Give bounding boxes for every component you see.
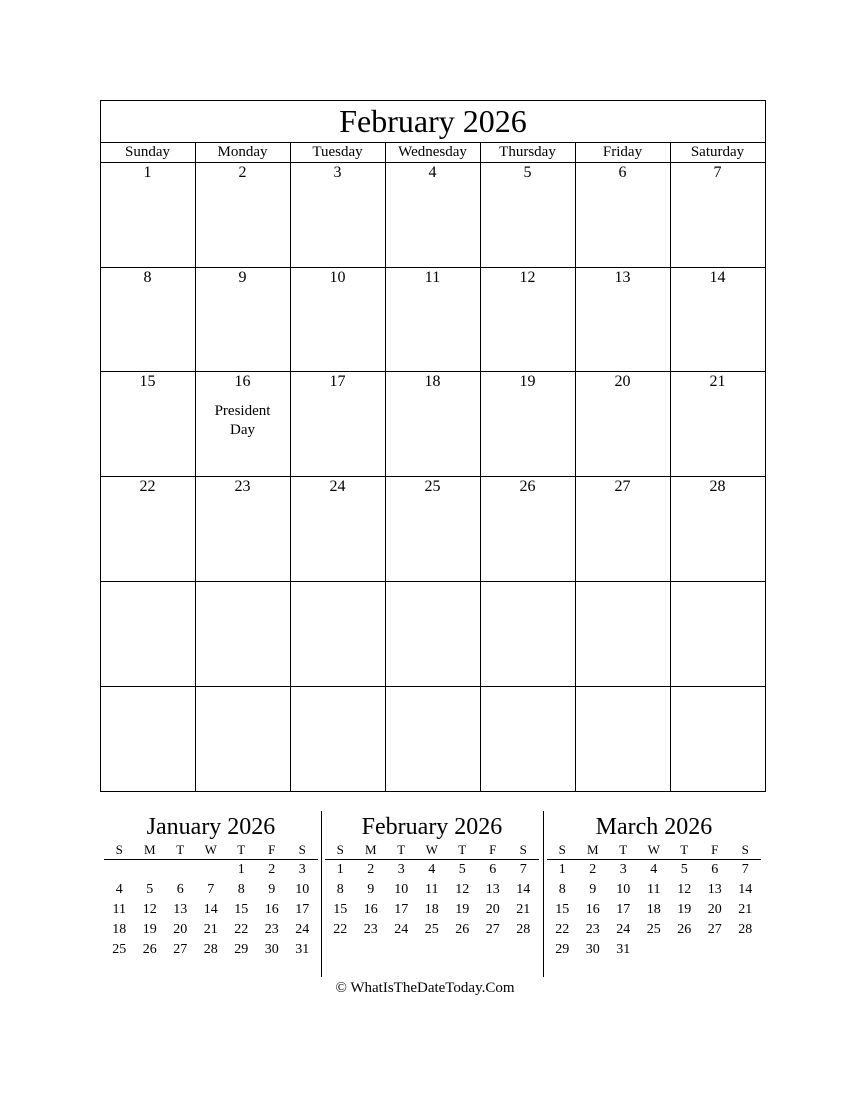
mini-day-number: 12 (142, 902, 157, 917)
mini-day-number: 31 (616, 942, 631, 957)
day-cell (480, 476, 575, 580)
mini-week-row (547, 880, 761, 900)
mini-day-number: 9 (367, 882, 375, 897)
day-cell (290, 581, 385, 685)
mini-day-number: 20 (485, 902, 500, 917)
mini-week-row (104, 900, 318, 920)
mini-day-number: 22 (234, 922, 249, 937)
mini-weekday-letter: S (741, 842, 749, 857)
mini-day-number: 4 (650, 862, 658, 877)
day-number: 13 (614, 268, 631, 286)
mini-day-number: 16 (585, 902, 600, 917)
mini-day-number: 10 (616, 882, 631, 897)
weekday-label-wednesday: Wednesday (398, 144, 467, 160)
day-cell (575, 476, 670, 580)
weekday-label-sunday: Sunday (125, 144, 170, 160)
mini-day-number: 30 (264, 942, 279, 957)
mini-day-number: 24 (394, 922, 409, 937)
day-cell (290, 476, 385, 580)
day-number: 25 (424, 478, 441, 496)
day-number: 6 (618, 164, 627, 181)
mini-day-number: 5 (458, 862, 466, 877)
mini-day-number: 18 (424, 902, 439, 917)
mini-weekday-header (325, 842, 539, 860)
mini-day-number: 18 (112, 922, 127, 937)
main-calendar (100, 100, 766, 792)
mini-day-number: 16 (363, 902, 378, 917)
day-number: 15 (139, 373, 156, 391)
mini-day-number: 1 (336, 862, 344, 877)
day-cell (385, 476, 480, 580)
day-number: 4 (428, 164, 437, 181)
mini-weekday-letter: S (115, 842, 123, 857)
mini-day-number: 13 (173, 902, 188, 917)
day-cell (195, 581, 290, 685)
day-cell (670, 476, 765, 580)
day-number: 5 (523, 164, 532, 181)
mini-day-number (730, 940, 761, 960)
day-number: 21 (709, 373, 726, 391)
mini-calendar-title: February 2026 (361, 814, 503, 840)
day-cell (480, 686, 575, 790)
mini-day-number: 28 (203, 942, 218, 957)
mini-day-number: 18 (646, 902, 661, 917)
mini-week-row (325, 900, 539, 920)
mini-day-number (104, 860, 135, 880)
mini-day-number (639, 940, 670, 960)
day-cell (385, 581, 480, 685)
calendar-title: February 2026 (339, 103, 527, 139)
mini-weekday-letter: T (458, 842, 467, 857)
mini-day-number: 13 (707, 882, 722, 897)
mini-day-number: 7 (207, 882, 215, 897)
mini-day-number (165, 860, 196, 880)
mini-weekday-letter: W (425, 842, 438, 857)
mini-day-number: 24 (295, 922, 310, 937)
day-cell (385, 162, 480, 266)
mini-day-number: 23 (363, 922, 378, 937)
mini-day-number: 10 (394, 882, 409, 897)
mini-day-number: 17 (295, 902, 310, 917)
mini-weekday-letter: F (268, 842, 276, 857)
day-number: 14 (709, 268, 726, 286)
mini-day-number: 2 (589, 862, 597, 877)
mini-weekday-letter: M (143, 842, 156, 857)
mini-day-number: 25 (112, 942, 127, 957)
mini-day-number: 4 (428, 862, 436, 877)
mini-day-number: 9 (268, 882, 276, 897)
day-cell (290, 162, 385, 266)
mini-day-number: 21 (203, 922, 218, 937)
mini-day-number: 11 (647, 882, 661, 897)
day-cell (100, 162, 195, 266)
day-cell (670, 371, 765, 475)
mini-weekday-letter: S (519, 842, 527, 857)
day-cell (195, 686, 290, 790)
day-number: 28 (709, 478, 726, 496)
day-cell (385, 371, 480, 475)
day-number: 22 (139, 478, 156, 496)
mini-day-number: 2 (367, 862, 375, 877)
weekday-label-monday: Monday (217, 144, 268, 160)
mini-day-number: 20 (173, 922, 188, 937)
mini-weekday-letter: T (619, 842, 628, 857)
mini-day-number: 3 (397, 862, 405, 877)
day-cell (100, 371, 195, 475)
mini-weekday-letter: S (298, 842, 306, 857)
mini-weekday-letter: W (647, 842, 660, 857)
mini-week-row (325, 920, 539, 940)
mini-week-row (325, 860, 539, 880)
mini-day-number: 27 (173, 942, 188, 957)
mini-weekday-letter: M (586, 842, 599, 857)
mini-day-number: 17 (616, 902, 631, 917)
mini-weekday-letter: T (176, 842, 185, 857)
weekday-label-friday: Friday (602, 144, 643, 160)
mini-day-number: 25 (424, 922, 439, 937)
mini-day-number: 5 (680, 862, 688, 877)
day-cell (100, 686, 195, 790)
mini-day-number: 20 (707, 902, 722, 917)
mini-calendar-separator (543, 811, 544, 977)
mini-day-number: 17 (394, 902, 409, 917)
day-number: 27 (614, 478, 631, 496)
mini-day-number: 26 (142, 942, 157, 957)
day-number: 2 (238, 164, 247, 181)
mini-day-number: 14 (203, 902, 218, 917)
mini-week-row (547, 920, 761, 940)
mini-calendar-january (104, 812, 318, 960)
mini-day-number: 24 (616, 922, 631, 937)
mini-day-number: 21 (738, 902, 753, 917)
mini-weekday-letter: S (336, 842, 344, 857)
mini-day-number: 7 (741, 862, 749, 877)
weekday-label-thursday: Thursday (499, 144, 556, 160)
day-cell (670, 686, 765, 790)
weekday-label-saturday: Saturday (690, 144, 745, 160)
day-cell (290, 371, 385, 475)
mini-day-number: 11 (425, 882, 439, 897)
mini-calendar-separator (321, 811, 322, 977)
mini-day-number: 28 (738, 922, 753, 937)
mini-day-number: 13 (485, 882, 500, 897)
mini-week-row (104, 920, 318, 940)
mini-day-number: 23 (585, 922, 600, 937)
mini-weekday-letter: S (558, 842, 566, 857)
mini-week-row (104, 880, 318, 900)
day-cell (385, 686, 480, 790)
mini-day-number: 15 (234, 902, 249, 917)
mini-weekday-letter: W (204, 842, 217, 857)
day-number: 20 (614, 373, 631, 391)
holiday-note: President Day (214, 403, 271, 439)
day-cell (100, 267, 195, 371)
day-cell (670, 162, 765, 266)
mini-week-row (547, 900, 761, 920)
mini-weekday-letter: T (397, 842, 406, 857)
mini-day-number: 29 (234, 942, 249, 957)
mini-day-number: 12 (455, 882, 470, 897)
day-cell (575, 686, 670, 790)
day-number: 7 (713, 164, 722, 181)
day-number: 12 (519, 268, 536, 286)
mini-day-number: 1 (237, 862, 245, 877)
day-cell (480, 162, 575, 266)
day-cell (480, 581, 575, 685)
mini-day-number: 31 (295, 942, 310, 957)
mini-day-number: 16 (264, 902, 279, 917)
mini-day-number (669, 940, 700, 960)
copyright-footer: © WhatIsTheDateToday.Com (335, 980, 515, 996)
day-cell (195, 476, 290, 580)
day-cell (670, 581, 765, 685)
mini-weekday-letter: M (364, 842, 377, 857)
day-number: 16 (234, 373, 251, 391)
mini-day-number: 2 (268, 862, 276, 877)
day-number: 24 (329, 478, 346, 496)
day-number: 10 (329, 268, 346, 286)
mini-day-number (135, 860, 166, 880)
mini-day-number: 3 (619, 862, 627, 877)
mini-day-number: 6 (489, 862, 497, 877)
mini-day-number: 28 (516, 922, 531, 937)
mini-day-number: 30 (585, 942, 600, 957)
mini-calendar-title: March 2026 (595, 814, 713, 840)
mini-day-number: 25 (646, 922, 661, 937)
mini-day-number: 7 (519, 862, 527, 877)
mini-day-number: 1 (558, 862, 566, 877)
day-number: 3 (333, 164, 342, 181)
day-number: 17 (329, 373, 346, 391)
day-cell (195, 371, 290, 475)
day-number: 23 (234, 478, 251, 496)
mini-day-number: 14 (738, 882, 753, 897)
mini-weekday-header (547, 842, 761, 860)
mini-day-number (700, 940, 731, 960)
mini-day-number: 6 (176, 882, 184, 897)
day-cell (480, 371, 575, 475)
day-number: 11 (424, 268, 441, 286)
day-cell (575, 162, 670, 266)
mini-day-number: 29 (555, 942, 570, 957)
day-cell (290, 267, 385, 371)
day-cell (575, 267, 670, 371)
mini-day-number: 6 (711, 862, 719, 877)
day-cell (195, 162, 290, 266)
mini-weekday-letter: T (680, 842, 689, 857)
day-cell (195, 267, 290, 371)
mini-day-number: 26 (677, 922, 692, 937)
mini-day-number: 27 (485, 922, 500, 937)
mini-day-number: 11 (112, 902, 126, 917)
day-cell (575, 581, 670, 685)
mini-day-number: 3 (298, 862, 306, 877)
day-number: 18 (424, 373, 441, 391)
day-cell (480, 267, 575, 371)
day-cell (100, 476, 195, 580)
mini-day-number: 22 (555, 922, 570, 937)
mini-day-number: 9 (589, 882, 597, 897)
day-cell (290, 686, 385, 790)
mini-day-number: 26 (455, 922, 470, 937)
mini-weekday-letter: F (489, 842, 497, 857)
mini-day-number: 12 (677, 882, 692, 897)
day-number: 8 (143, 268, 152, 286)
day-cell (670, 267, 765, 371)
mini-day-number: 10 (295, 882, 310, 897)
mini-day-number: 21 (516, 902, 531, 917)
mini-calendar-title: January 2026 (146, 814, 276, 840)
weekday-label-tuesday: Tuesday (312, 144, 363, 160)
day-number: 1 (143, 164, 152, 181)
mini-weekday-letter: T (237, 842, 246, 857)
mini-day-number (196, 860, 227, 880)
mini-day-number: 23 (264, 922, 279, 937)
day-cell (100, 581, 195, 685)
mini-calendar-march (547, 812, 761, 960)
mini-day-number: 19 (677, 902, 692, 917)
mini-day-number: 15 (555, 902, 570, 917)
day-number: 19 (519, 373, 536, 391)
mini-day-number: 8 (336, 882, 344, 897)
mini-day-number: 8 (237, 882, 245, 897)
mini-week-row (104, 860, 318, 880)
mini-day-number: 5 (146, 882, 154, 897)
mini-week-row (547, 940, 761, 960)
mini-week-row (325, 880, 539, 900)
mini-weekday-letter: F (711, 842, 719, 857)
mini-day-number: 15 (333, 902, 348, 917)
mini-day-number: 8 (558, 882, 566, 897)
mini-week-row (104, 940, 318, 960)
day-cell (385, 267, 480, 371)
mini-day-number: 4 (115, 882, 123, 897)
mini-day-number: 19 (455, 902, 470, 917)
mini-weekday-header (104, 842, 318, 860)
day-number: 26 (519, 478, 536, 496)
mini-day-number: 22 (333, 922, 348, 937)
mini-week-row (547, 860, 761, 880)
mini-day-number: 14 (516, 882, 531, 897)
mini-day-number: 27 (707, 922, 722, 937)
day-cell (575, 371, 670, 475)
day-number: 9 (238, 268, 247, 286)
mini-calendar-february (325, 812, 539, 940)
mini-day-number: 19 (142, 922, 157, 937)
